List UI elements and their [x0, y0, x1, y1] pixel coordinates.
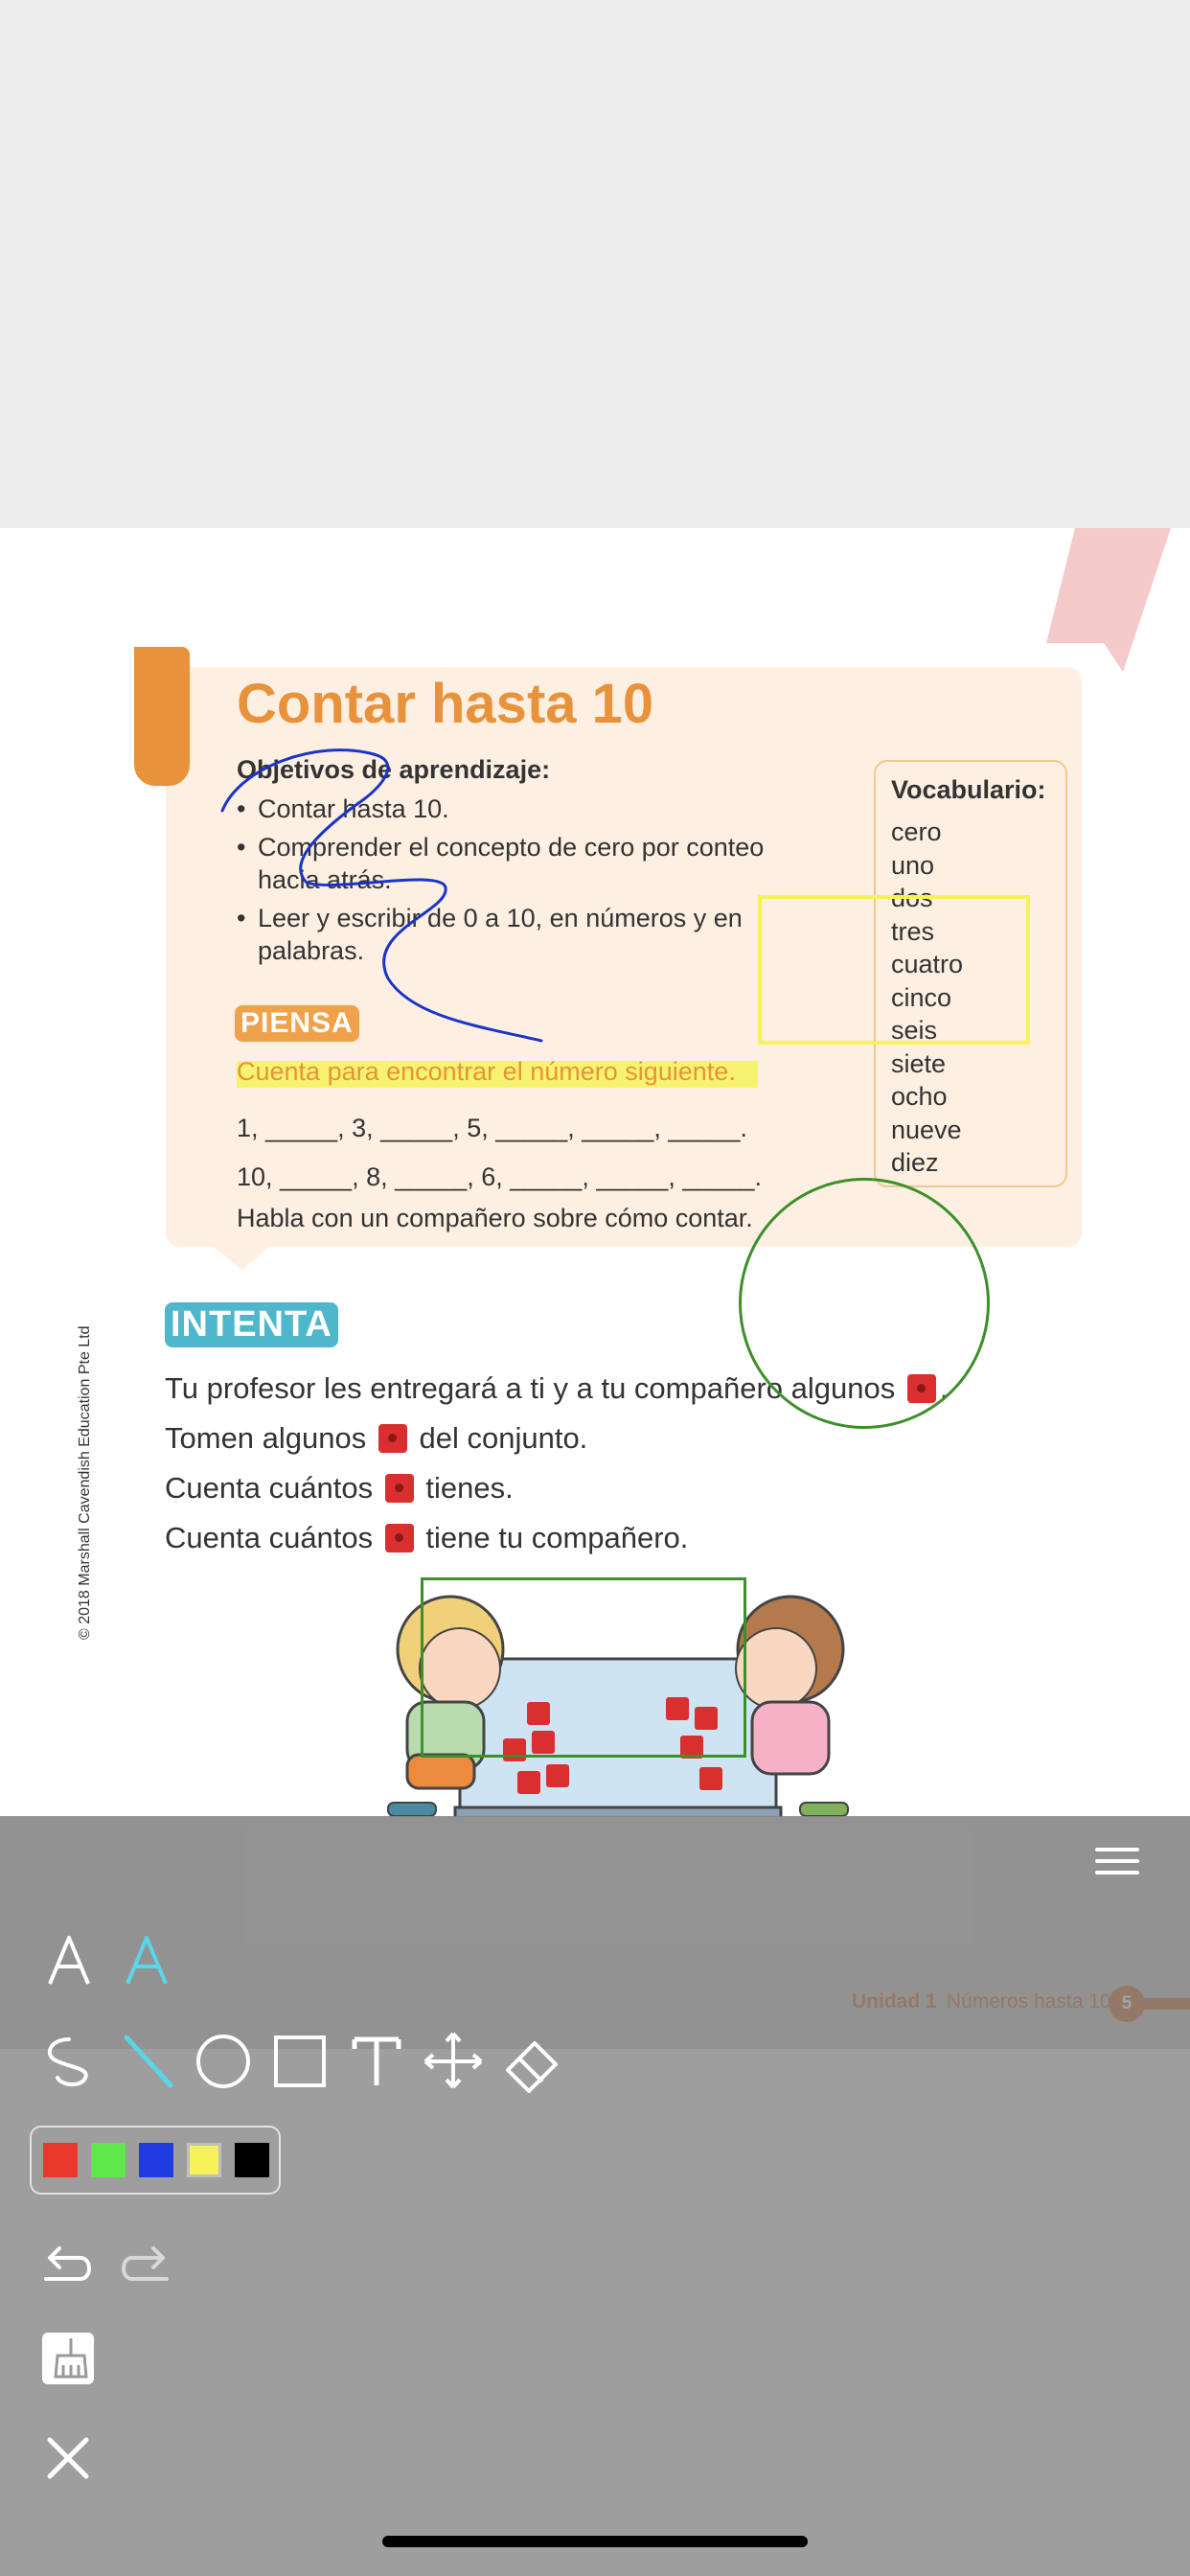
vocab-word: tres — [891, 916, 935, 946]
intenta-text: Tu profesor les entregará a ti y a tu compañero algunos — [165, 1371, 896, 1405]
pen-tool-icon[interactable] — [40, 1928, 103, 1991]
intenta-text: tiene tu compañero. — [425, 1521, 689, 1554]
vocab-word: cinco — [891, 982, 952, 1012]
menu-icon[interactable] — [1095, 1848, 1141, 1882]
intenta-text: Cuenta cuántos — [165, 1521, 374, 1554]
eraser-tool-icon[interactable] — [500, 2030, 563, 2093]
intenta-text: Tomen algunos — [165, 1421, 367, 1455]
color-swatch-red[interactable] — [43, 2143, 78, 2177]
vocab-word: cero — [891, 817, 942, 846]
yellow-rectangle-annotation[interactable] — [758, 895, 1030, 1045]
objectives-heading: Objetivos de aprendizaje: — [237, 755, 551, 784]
chapter-number — [134, 643, 205, 798]
vocab-word: uno — [891, 850, 935, 880]
home-indicator[interactable] — [382, 2536, 808, 2547]
intenta-text: del conjunto. — [419, 1421, 588, 1455]
textbook-page — [0, 528, 1190, 1817]
vocab-word: seis — [891, 1016, 938, 1045]
count-up-sequence: 1, _____, 3, _____, 5, _____, _____, _____. — [237, 1114, 747, 1142]
copyright-text: © 2018 Marshall Cavendish Education Pte Ltd — [77, 1325, 93, 1640]
close-icon[interactable] — [36, 2426, 100, 2490]
piensa-instruction: Cuenta para encontrar el número siguiente. — [237, 1057, 736, 1086]
objective-item: • Comprender el concepto de cero por conteo hacia atrás. — [237, 831, 812, 896]
line-tool-icon[interactable] — [117, 2030, 180, 2093]
page-title: Contar hasta 10 — [237, 673, 654, 735]
cube-icon — [378, 1424, 407, 1453]
circle-tool-icon[interactable] — [192, 2030, 255, 2093]
vocab-word: nueve — [891, 1115, 962, 1144]
piensa-badge: PIENSA — [235, 1005, 359, 1042]
intenta-text: . — [939, 1371, 949, 1405]
cube-icon — [385, 1524, 414, 1552]
cube-icon — [385, 1474, 414, 1503]
count-down-sequence: 10, _____, 8, _____, 6, _____, _____, _____. — [237, 1162, 762, 1191]
color-swatch-black[interactable] — [235, 2143, 269, 2177]
rectangle-tool-icon[interactable] — [268, 2030, 332, 2093]
redo-icon[interactable] — [113, 2229, 176, 2292]
move-tool-icon[interactable] — [422, 2030, 485, 2093]
vocab-word: dos — [891, 884, 933, 912]
vocab-word: cuatro — [891, 950, 964, 978]
green-circle-annotation[interactable] — [739, 1178, 990, 1429]
vocab-word: ocho — [891, 1082, 948, 1111]
vocab-word: siete — [891, 1048, 947, 1078]
intenta-text: Cuenta cuántos — [165, 1471, 374, 1505]
intenta-text: tienes. — [425, 1471, 514, 1505]
text-tool-icon[interactable] — [345, 2030, 408, 2093]
undo-icon[interactable] — [36, 2229, 100, 2292]
vocabulary-heading: Vocabulario: — [891, 775, 1046, 804]
color-swatch-green[interactable] — [91, 2143, 126, 2177]
objectives-list — [237, 793, 812, 973]
color-swatch-yellow-selected[interactable] — [187, 2143, 221, 2177]
lasso-tool-icon[interactable] — [36, 2030, 100, 2093]
intro-panel-tail — [211, 1245, 272, 1270]
vocab-word: diez — [891, 1148, 939, 1177]
objective-item: • Contar hasta 10. — [237, 793, 812, 825]
color-palette — [30, 2126, 281, 2195]
discuss-prompt: Habla con un compañero sobre cómo contar. — [237, 1204, 753, 1232]
intenta-line — [165, 1471, 514, 1506]
color-swatch-blue[interactable] — [139, 2143, 173, 2177]
intenta-line — [165, 1421, 587, 1456]
bookmark-ribbon[interactable] — [1046, 528, 1175, 672]
highlighter-tool-icon[interactable] — [118, 1928, 181, 1991]
clear-all-broom-icon[interactable] — [36, 2327, 100, 2390]
intenta-badge: INTENTA — [165, 1302, 338, 1347]
intenta-line — [165, 1521, 688, 1555]
green-rectangle-annotation[interactable] — [421, 1577, 746, 1758]
objective-item: • Leer y escribir de 0 a 10, en números y en palabras. — [237, 902, 812, 967]
